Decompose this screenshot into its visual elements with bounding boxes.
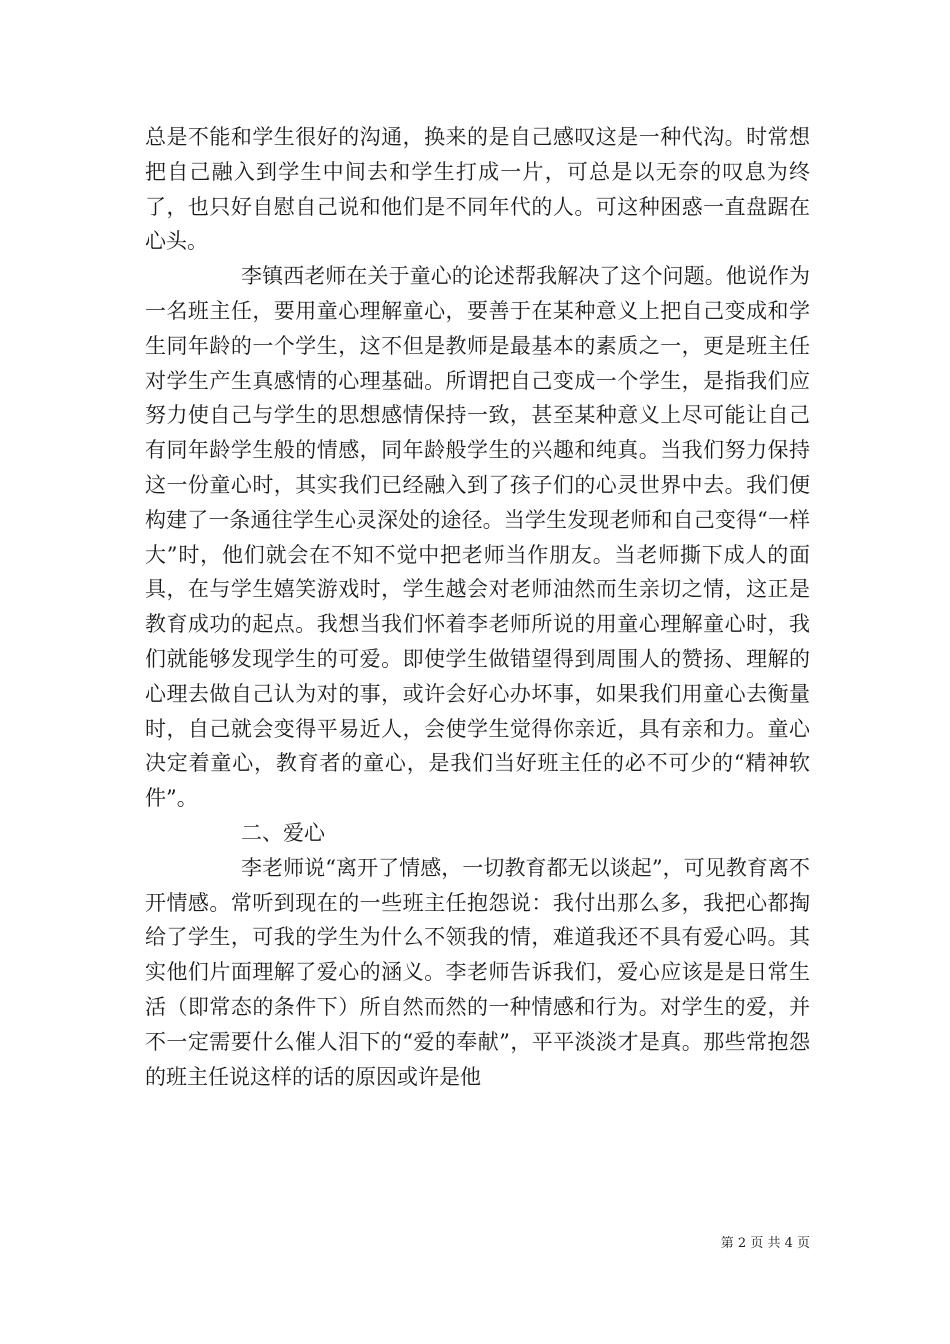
paragraph-love: 李老师说“离开了情感，一切教育都无以谈起”，可见教育离不开情感。常听到现在的一些班主任抱怨说：我付出那么多，我把心都掏给了学生，可我的学生为什么不领我的情，难道我还不具有爱心吗。其实他们片面理解了爱心的涵义。李老师告诉我们，爱心应该是是日常生活（即常态的条件下）所自然而然的一种情感和行为。对学生的爱，并不一定需要什么催人泪下的“爱的奉献”，平平淡淡才是真。那些常抱怨的班主任说这样的话的原因或许是他 [145, 855, 810, 1089]
section-heading-love: 二、爱心 [241, 820, 325, 845]
paragraph-childlike-heart: 李镇西老师在关于童心的论述帮我解决了这个问题。他说作为一名班主任，要用童心理解童心，要善于在某种意义上把自己变成和学生同年龄的一个学生，这不但是教师是最基本的素质之一，更是班主任对学生产生真感情的心理基础。所谓把自己变成一个学生，是指我们应努力使自己与学生的思想感情保持一致，甚至某种意义上尽可能让自己有同年龄学生般的情感，同年龄般学生的兴趣和纯真。当我们努力保持这一份童心时，其实我们已经融入到了孩子们的心灵世界中去。我们便构建了一条通往学生心灵深处的途径。当学生发现老师和自己变得“一样大”时，他们就会在不知不觉中把老师当作朋友。当老师撕下成人的面具，在与学生嬉笑游戏时，学生越会对老师油然而生亲切之情，这正是教育成功的起点。我想当我们怀着李老师所说的用童心理解童心时，我们就能够发现学生的可爱。即使学生做错望得到周围人的赞扬、理解的心理去做自己认为对的事，或许会好心办坏事，如果我们用童心去衡量时，自己就会变得平易近人，会使学生觉得你亲近，具有亲和力。童心决定着童心，教育者的童心，是我们当好班主任的必不可少的“精神软件”。 [145, 264, 810, 811]
document-body [145, 120, 810, 1094]
paragraph-continued: 总是不能和学生很好的沟通，换来的是自己感叹这是一种代沟。时常想把自己融入到学生中间去和学生打成一片，可总是以无奈的叹息为终了，也只好自慰自己说和他们是不同年代的人。可这种困惑一直盘踞在心头。 [145, 125, 810, 254]
page-number-footer: 第 2 页 共 4 页 [720, 1236, 810, 1251]
